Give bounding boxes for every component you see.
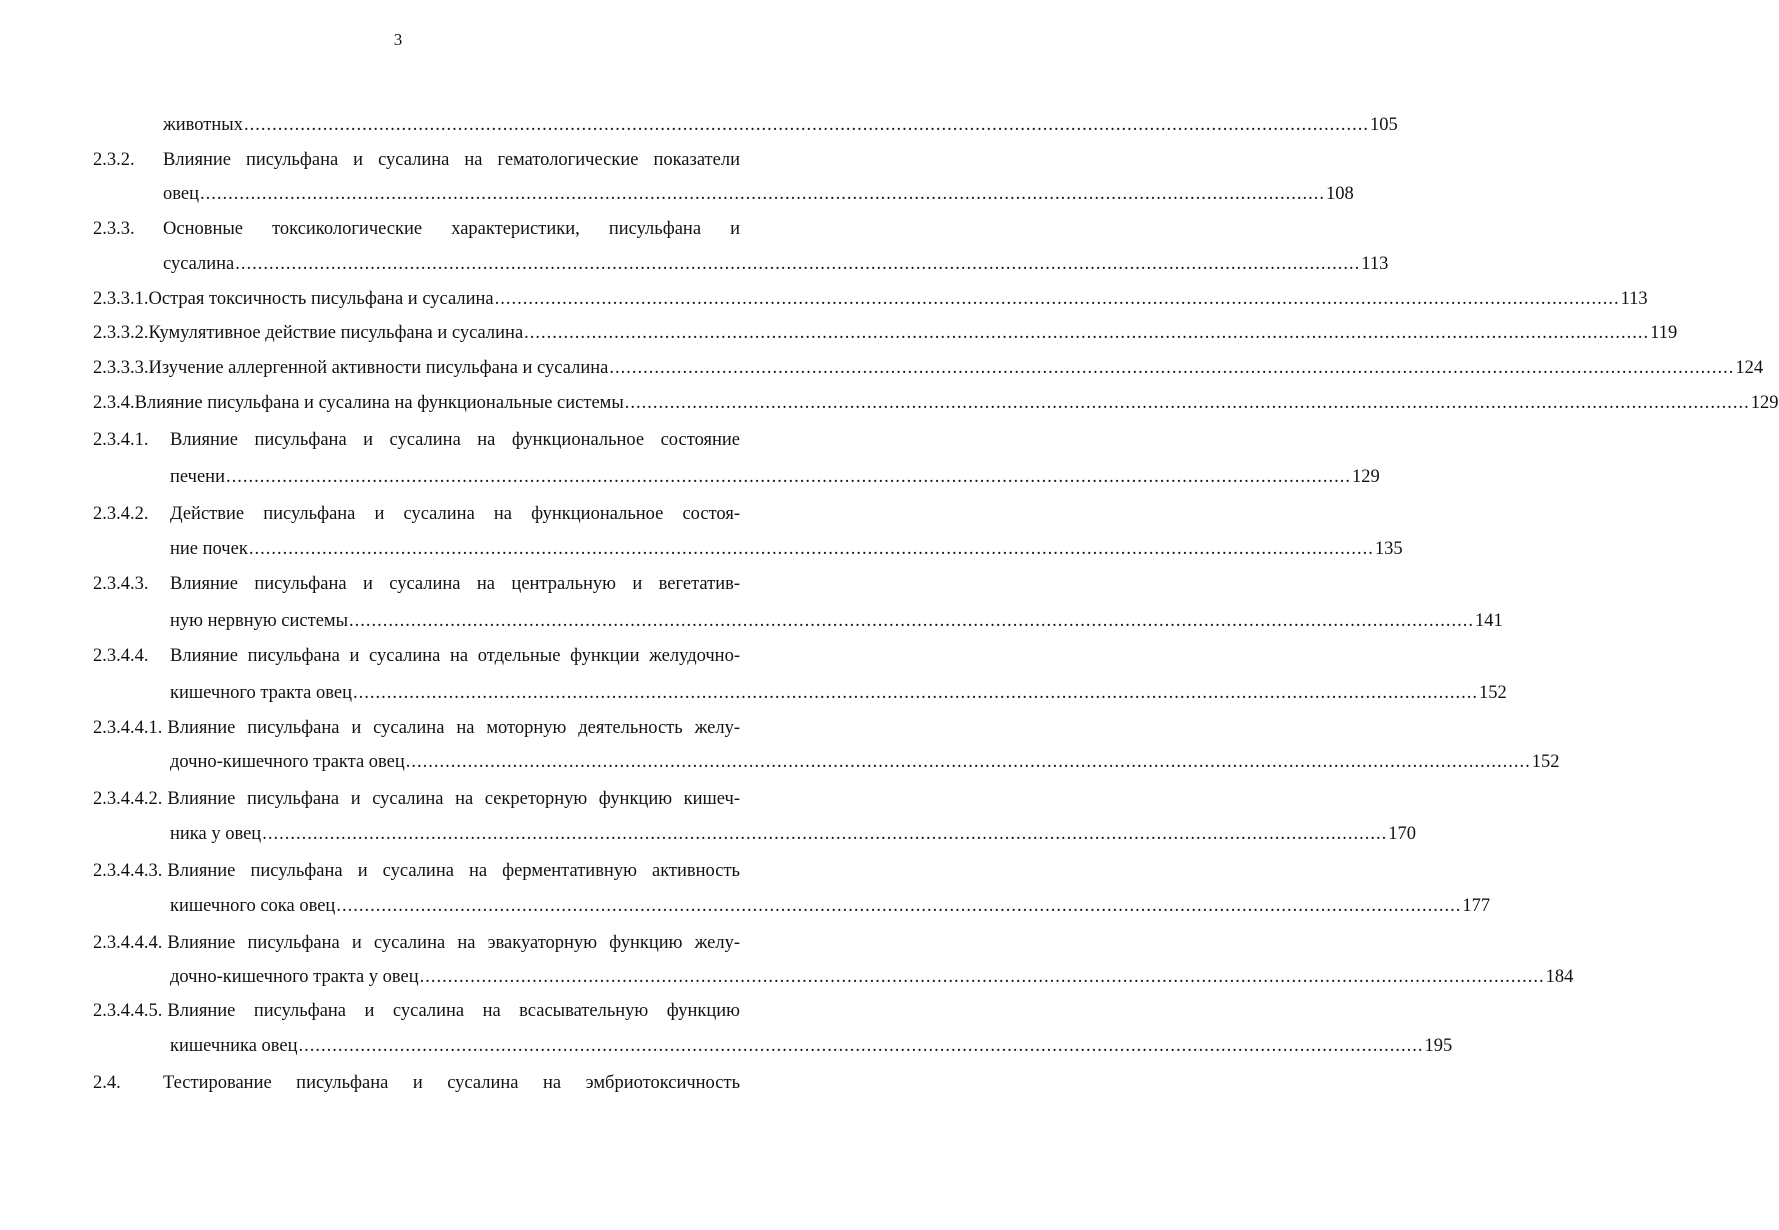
dot-leader: ........................................................................................................................................................................................................ <box>243 115 1369 135</box>
entry-title-text: Кумулятивное действие писульфана и сусалина <box>148 323 524 343</box>
section-number: 2.3.3.3. <box>93 358 149 378</box>
toc-entry-line <box>93 715 740 741</box>
dot-leader: ........................................................................................................................................................................................................ <box>353 683 1478 703</box>
entry-title-text: Влияние писульфана и сусалина на ферментативную активность <box>167 861 740 881</box>
toc-entry-line <box>170 749 1560 775</box>
entry-title-text: животных <box>163 115 243 135</box>
dot-leader: ........................................................................................................................................................................................................ <box>524 323 1650 343</box>
section-number: 2.3.3.1. <box>93 289 149 309</box>
entry-title-text: дочно-кишечного тракта овец <box>170 752 405 772</box>
page-reference: 195 <box>1424 1036 1453 1056</box>
toc-entry-line <box>93 786 740 812</box>
section-number: 2.3.2. <box>93 150 135 170</box>
toc-entry-line <box>170 680 1507 706</box>
dot-leader: ........................................................................................................................................................................................................ <box>235 254 1361 274</box>
toc-entry-line <box>93 427 740 453</box>
dot-leader: ........................................................................................................................................................................................................ <box>349 611 1475 631</box>
section-number: 2.3.4.2. <box>93 504 149 524</box>
dot-leader: ........................................................................................................................................................................................................ <box>225 467 1351 487</box>
dot-leader: ........................................................................................................................................................................................................ <box>419 967 1545 987</box>
entry-title-text: печени <box>170 467 225 487</box>
entry-title-text: Влияние писульфана и сусалина на секреторную функцию кишеч- <box>167 789 740 809</box>
dot-leader: ........................................................................................................................................................................................................ <box>298 1036 1424 1056</box>
dot-leader: ........................................................................................................................................................................................................ <box>336 896 1462 916</box>
dot-leader: ........................................................................................................................................................................................................ <box>262 824 1388 844</box>
entry-title-text: ную нервную системы <box>170 611 349 631</box>
page-reference: 135 <box>1374 539 1403 559</box>
section-number: 2.3.4.4.1. <box>93 718 163 738</box>
entry-title-text: Влияние писульфана и сусалина на отдельные функции желудочно- <box>170 646 740 666</box>
page-reference: 152 <box>1531 752 1560 772</box>
entry-title-text: ние почек <box>170 539 248 559</box>
page-reference: 129 <box>1750 393 1779 413</box>
entry-title-text: Влияние писульфана и сусалина на функциональное состояние <box>170 430 740 450</box>
dot-leader: ........................................................................................................................................................................................................ <box>609 358 1735 378</box>
page-reference: 119 <box>1650 323 1678 343</box>
entry-title-text: Влияние писульфана и сусалина на функциональные системы <box>134 393 624 413</box>
section-number: 2.3.4.4.3. <box>93 861 163 881</box>
toc-entry-line <box>170 964 1574 990</box>
toc-entry-line <box>170 1033 1453 1059</box>
page-reference: 177 <box>1462 896 1491 916</box>
page-reference: 105 <box>1369 115 1398 135</box>
dot-leader: ........................................................................................................................................................................................................ <box>624 393 1750 413</box>
toc-entry-line <box>93 643 740 669</box>
entry-title-text: Действие писульфана и сусалина на функциональное состоя- <box>170 504 740 524</box>
toc-entry-line <box>170 464 1380 490</box>
toc-entry-line <box>170 893 1491 919</box>
entry-title-text: кишечника овец <box>170 1036 298 1056</box>
entry-title-text: Изучение аллергенной активности писульфана и сусалина <box>148 358 609 378</box>
section-number: 2.3.4.4.4. <box>93 933 163 953</box>
page-reference: 170 <box>1388 824 1416 844</box>
toc-entry-line <box>93 571 740 597</box>
entry-title-text: дочно-кишечного тракта у овец <box>170 967 419 987</box>
dot-leader: ........................................................................................................................................................................................................ <box>248 539 1374 559</box>
page-reference: 152 <box>1479 683 1507 703</box>
section-number: 2.3.4.3. <box>93 574 149 594</box>
page-reference: 129 <box>1351 467 1380 487</box>
section-number: 2.3.4.4. <box>93 646 149 666</box>
toc-entry-line <box>93 390 1779 416</box>
dot-leader: ........................................................................................................................................................................................................ <box>200 184 1325 204</box>
entry-title-text: Влияние писульфана и сусалина на моторную деятельность желу- <box>167 718 740 738</box>
toc-entry-line <box>93 355 1764 381</box>
entry-title-text: Влияние писульфана и сусалина на всасывательную функцию <box>167 1001 740 1021</box>
toc-entry-line <box>93 998 740 1024</box>
entry-title-text: Основные токсикологические характеристики, писульфана и <box>163 219 740 239</box>
entry-title-text: Влияние писульфана и сусалина на эвакуаторную функцию желу- <box>167 933 740 953</box>
dot-leader: ........................................................................................................................................................................................................ <box>494 289 1620 309</box>
toc-entry-line <box>163 181 1354 207</box>
toc-entry-line <box>163 251 1389 277</box>
toc-entry-line <box>170 608 1503 634</box>
dot-leader: ........................................................................................................................................................................................................ <box>405 752 1531 772</box>
page-reference: 113 <box>1620 289 1648 309</box>
toc-entry-line <box>163 112 1398 138</box>
section-number: 2.3.4. <box>93 393 135 413</box>
toc-entry-line <box>93 147 740 173</box>
entry-title-text: овец <box>163 184 199 204</box>
entry-title-text: ника у овец <box>170 824 262 844</box>
page-reference: 141 <box>1475 611 1503 631</box>
page-reference: 108 <box>1326 184 1354 204</box>
section-number: 2.3.4.1. <box>93 430 149 450</box>
page-number: 3 <box>393 30 403 49</box>
entry-title-text: кишечного сока овец <box>170 896 336 916</box>
entry-title-text: Влияние писульфана и сусалина на гематологические показатели <box>163 150 740 170</box>
toc-entry-line <box>93 286 1648 312</box>
section-number: 2.3.3. <box>93 219 135 239</box>
toc-entry-line <box>93 216 740 242</box>
entry-title-text: кишечного тракта овец <box>170 683 352 703</box>
entry-title-text: Влияние писульфана и сусалина на центральную и вегетатив- <box>170 574 740 594</box>
section-number: 2.3.3.2. <box>93 323 149 343</box>
toc-entry-line <box>93 501 740 527</box>
section-number: 2.3.4.4.5. <box>93 1001 163 1021</box>
toc-entry-line <box>93 1070 740 1096</box>
page-reference: 113 <box>1361 254 1389 274</box>
entry-title-text: Тестирование писульфана и сусалина на эмбриотоксичность <box>163 1073 740 1093</box>
toc-entry-line <box>93 320 1678 346</box>
page-reference: 124 <box>1735 358 1764 378</box>
toc-entry-line <box>93 930 740 956</box>
entry-title-text: сусалина <box>163 254 235 274</box>
section-number: 2.4. <box>93 1073 121 1093</box>
section-number: 2.3.4.4.2. <box>93 789 163 809</box>
toc-entry-line <box>93 858 740 884</box>
page-reference: 184 <box>1545 967 1574 987</box>
entry-title-text: Острая токсичность писульфана и сусалина <box>148 289 494 309</box>
toc-entry-line <box>170 821 1416 847</box>
toc-entry-line <box>170 536 1403 562</box>
